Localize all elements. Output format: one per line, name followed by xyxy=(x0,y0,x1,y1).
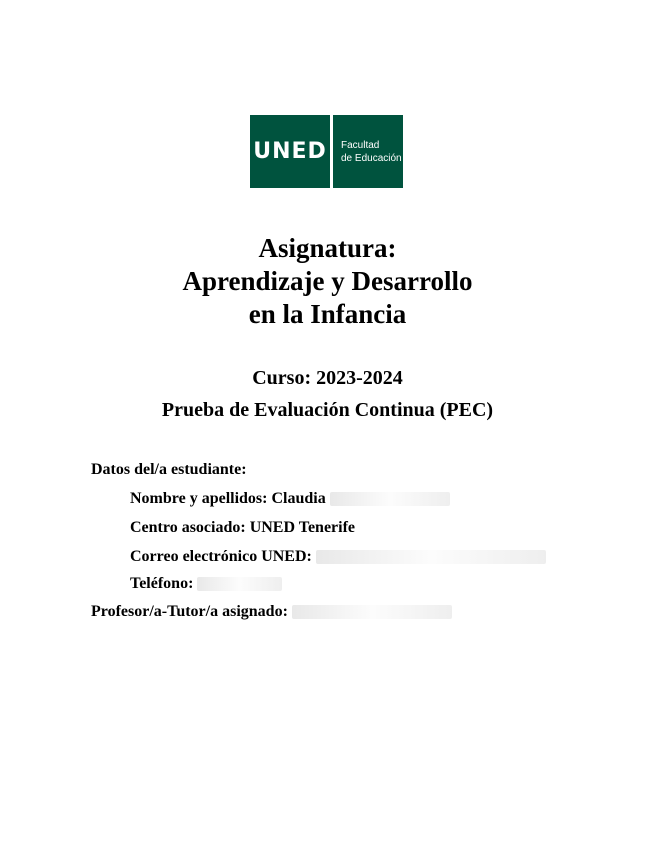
redacted-surname xyxy=(330,492,450,506)
redacted-tutor-name xyxy=(292,605,452,619)
email-row xyxy=(130,547,546,567)
student-name-row xyxy=(130,489,450,509)
faculty-name-line1: Facultad xyxy=(341,139,380,151)
subject-title xyxy=(0,232,655,331)
phone-row xyxy=(130,574,282,594)
tutor-row xyxy=(91,602,452,622)
redacted-phone xyxy=(197,577,282,591)
phone-label: Teléfono: xyxy=(130,575,194,592)
subject-title-line1: Asignatura: xyxy=(258,233,397,263)
uned-logo-mark-block xyxy=(250,115,330,188)
uned-logo-mark: UNED xyxy=(253,139,327,164)
redacted-email xyxy=(316,550,546,564)
associated-center-row xyxy=(130,518,355,538)
tutor-label: Profesor/a-Tutor/a asignado: xyxy=(91,603,288,620)
faculty-name-block xyxy=(333,115,403,188)
student-data-heading: Datos del/a estudiante: xyxy=(91,461,247,478)
subject-title-line3: en la Infancia xyxy=(248,299,407,329)
subject-title-line2: Aprendizaje y Desarrollo xyxy=(182,266,473,296)
uned-logo xyxy=(250,115,403,188)
student-name-label: Nombre y apellidos: Claudia xyxy=(130,490,326,507)
course-year: Curso: 2023-2024 xyxy=(252,367,403,389)
associated-center-label: Centro asociado: UNED Tenerife xyxy=(130,519,356,536)
email-label: Correo electrónico UNED: xyxy=(130,548,312,565)
pec-heading: Prueba de Evaluación Continua (PEC) xyxy=(161,399,494,421)
faculty-name-line2: de Educación xyxy=(341,152,402,164)
